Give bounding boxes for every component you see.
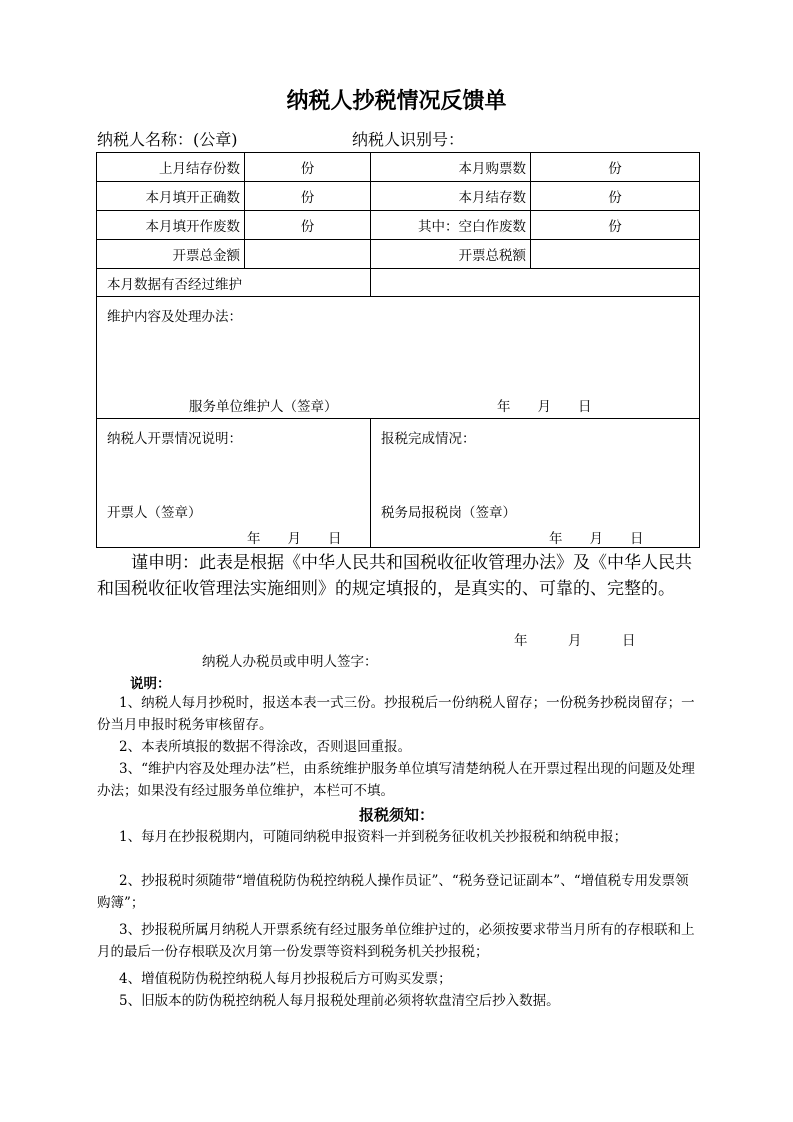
unit-field[interactable]: 份 (531, 211, 700, 240)
feedback-form-table (96, 152, 700, 548)
invoice-desc-cell[interactable] (97, 419, 371, 548)
service-sign-label: 服务单位维护人（签章） (189, 399, 338, 415)
declaration-signer-label: 纳税人办税员或申明人签字： (202, 654, 378, 670)
instruction-item: 4、增值税防伪税控纳税人每月抄报税后方可购买发票； (119, 971, 452, 987)
instruction-item: 5、旧版本的防伪税控纳税人每月报税处理前必须将软盘清空后抄入数据。 (119, 993, 560, 1009)
table-row (97, 240, 700, 269)
unit-field[interactable]: 份 (531, 182, 700, 211)
report-status-label: 报税完成情况： (381, 431, 476, 447)
invoice-desc-label: 纳税人开票情况说明： (107, 431, 242, 447)
instructions-heading: 报税须知： (358, 806, 434, 824)
note-item: 3、“维护内容及处理办法”栏，由系统维护服务单位填写清楚纳税人在开票过程出现的问题及处理办法；如果没有经过服务单位维护，本栏可不填。 (97, 761, 695, 799)
unit-field[interactable]: 份 (245, 182, 371, 211)
issuer-sign-label: 开票人（签章） (107, 505, 202, 521)
report-status-cell[interactable] (371, 419, 700, 548)
row-label: 本月结存数 (371, 182, 531, 211)
taxpayer-id-label: 纳税人识别号： (352, 130, 465, 149)
maint-content-label: 维护内容及处理办法： (107, 309, 242, 325)
service-date: 年 月 日 (497, 399, 592, 415)
table-row (97, 182, 700, 211)
table-row (97, 211, 700, 240)
tax-bureau-sign-label: 税务局报税岗（签章） (381, 505, 516, 521)
row-label: 其中：空白作废数 (371, 211, 531, 240)
issuer-date: 年 月 日 (247, 531, 342, 547)
amount-field[interactable] (531, 240, 700, 269)
row-label: 本月购票数 (371, 153, 531, 182)
unit-field[interactable]: 份 (245, 211, 371, 240)
note-item: 1、纳税人每月抄税时，报送本表一式三份。抄报税后一份纳税人留存；一份税务抄税岗留存；一份当月申报时税务审核留存。 (97, 695, 695, 733)
instruction-item: 3、抄报税所属月纳税人开票系统有经过服务单位维护过的，必须按要求带当月所有的存根联和上月的最后一份存根联及次月第一份发票等资料到税务机关抄报税； (97, 922, 695, 960)
instruction-item: 1、每月在抄报税期内，可随同纳税申报资料一并到税务征收机关抄报税和纳税申报； (119, 829, 628, 845)
table-row (97, 153, 700, 182)
page-title: 纳税人抄税情况反馈单 (286, 88, 507, 114)
notes-heading: 说明： (130, 676, 171, 692)
tax-bureau-date: 年 月 日 (549, 531, 644, 547)
amount-field[interactable] (245, 240, 371, 269)
maintained-label: 本月数据有否经过维护 (97, 269, 371, 297)
maintained-field[interactable] (371, 269, 700, 297)
row-label: 本月填开作废数 (97, 211, 245, 240)
instruction-item: 2、抄报税时须随带“增值税防伪税控纳税人操作员证”、“税务登记证副本”、“增值税专用发票领购簿”； (97, 873, 689, 911)
table-row (97, 419, 700, 548)
row-label: 本月填开正确数 (97, 182, 245, 211)
row-label: 上月结存份数 (97, 153, 245, 182)
unit-field[interactable]: 份 (531, 153, 700, 182)
unit-field[interactable]: 份 (245, 153, 371, 182)
row-label: 开票总金额 (97, 240, 245, 269)
declaration-date: 年 月 日 (514, 633, 636, 649)
table-row (97, 269, 700, 297)
maintenance-cell[interactable] (97, 297, 700, 419)
note-item: 2、本表所填报的数据不得涂改，否则退回重报。 (119, 739, 412, 755)
taxpayer-name-label: 纳税人名称：(公章) (97, 130, 238, 149)
table-row (97, 297, 700, 419)
declaration-text: 谨申明：此表是根据《中华人民共和国税收征收管理办法》及《中华人民共和国税收征收管理法实施细则》的规定填报的，是真实的、可靠的、完整的。 (97, 553, 692, 599)
row-label: 开票总税额 (371, 240, 531, 269)
